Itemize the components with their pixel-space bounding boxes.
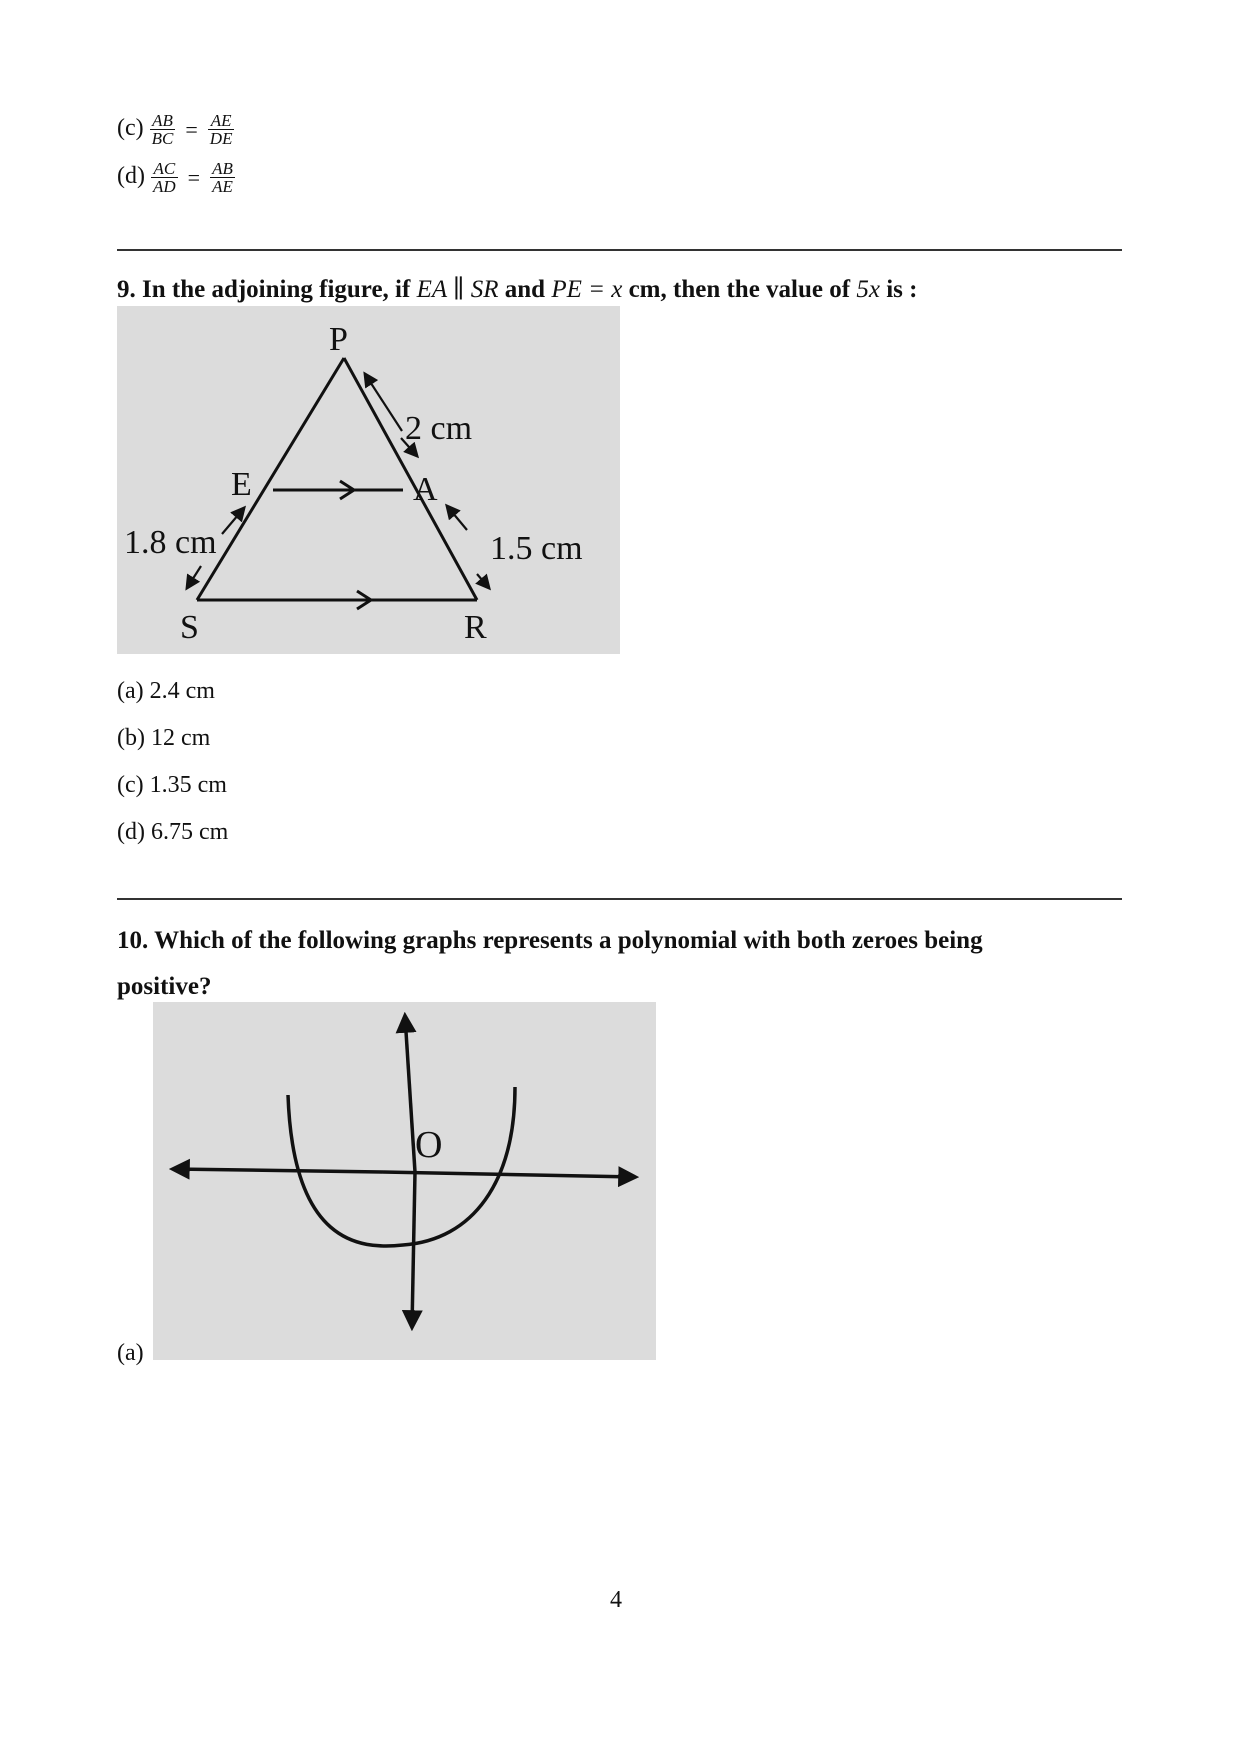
math-expression: 5x (856, 276, 880, 303)
vertex-s-label: S (180, 609, 199, 646)
vertex-p-label: P (329, 321, 348, 358)
y-axis-up (405, 1016, 415, 1172)
question-number: 9. (117, 276, 136, 303)
question-text: Which of the following graphs represents a polynomial with both zeroes being (154, 927, 983, 954)
equals-sign: = (187, 164, 201, 190)
numerator: AB (212, 159, 233, 178)
section-divider (117, 249, 1122, 251)
page-number: 4 (610, 1587, 622, 1613)
equals-sign: = (185, 116, 198, 142)
question-text: is : (886, 276, 918, 303)
question-text: positive? (117, 973, 212, 1000)
denominator: DE (209, 129, 233, 148)
dimension-arrow-icon (365, 374, 402, 431)
question-number: 10. (117, 927, 149, 954)
fraction-rhs (210, 160, 235, 195)
dimension-arrow-icon (187, 566, 201, 588)
parabola-curve (288, 1087, 515, 1246)
x-axis-right (383, 1172, 635, 1177)
vertex-r-label: R (464, 609, 487, 646)
prev-option-d (117, 160, 235, 195)
q10-option-a-label[interactable]: (a) (117, 1340, 144, 1366)
option-label: (d) (117, 163, 145, 190)
side-ps (197, 358, 344, 600)
dimension-arrow-icon (477, 574, 489, 588)
numerator: AE (208, 112, 235, 130)
y-axis-down (412, 1172, 415, 1327)
dimension-arrow-icon (447, 506, 467, 530)
length-pa-label: 2 cm (405, 410, 473, 447)
q9-option-a[interactable]: (a) 2.4 cm (117, 678, 215, 704)
question-text: In the adjoining figure, if (142, 276, 411, 303)
fraction-lhs (150, 112, 176, 147)
parabola-graph (153, 1002, 656, 1360)
q9-option-d[interactable]: (d) 6.75 cm (117, 819, 229, 845)
denominator: AE (212, 177, 233, 196)
side-pr (344, 358, 477, 600)
length-ar-label: 1.5 cm (490, 530, 583, 567)
length-es-label: 1.8 cm (124, 524, 217, 561)
x-axis-left (173, 1169, 383, 1172)
vertex-a-label: A (413, 471, 438, 508)
math-expression: PE = x (551, 276, 623, 303)
q9-option-c[interactable]: (c) 1.35 cm (117, 772, 227, 798)
fraction-lhs (151, 160, 178, 195)
numerator: AB (150, 112, 176, 130)
question-text: cm, then the value of (628, 276, 851, 303)
fraction-rhs (208, 112, 235, 147)
math-expression: EA ∥ SR (416, 276, 499, 303)
triangle-figure (117, 306, 620, 654)
q9-option-b[interactable]: (b) 12 cm (117, 725, 211, 751)
denominator: BC (151, 129, 174, 148)
section-divider (117, 898, 1122, 900)
numerator: AC (151, 160, 178, 178)
prev-option-c (117, 112, 234, 147)
origin-label: O (415, 1124, 443, 1166)
denominator: AD (152, 177, 176, 196)
option-label: (c) (117, 115, 144, 142)
question-text: and (504, 276, 546, 303)
question-10-text (117, 918, 1127, 1010)
vertex-e-label: E (231, 466, 252, 503)
